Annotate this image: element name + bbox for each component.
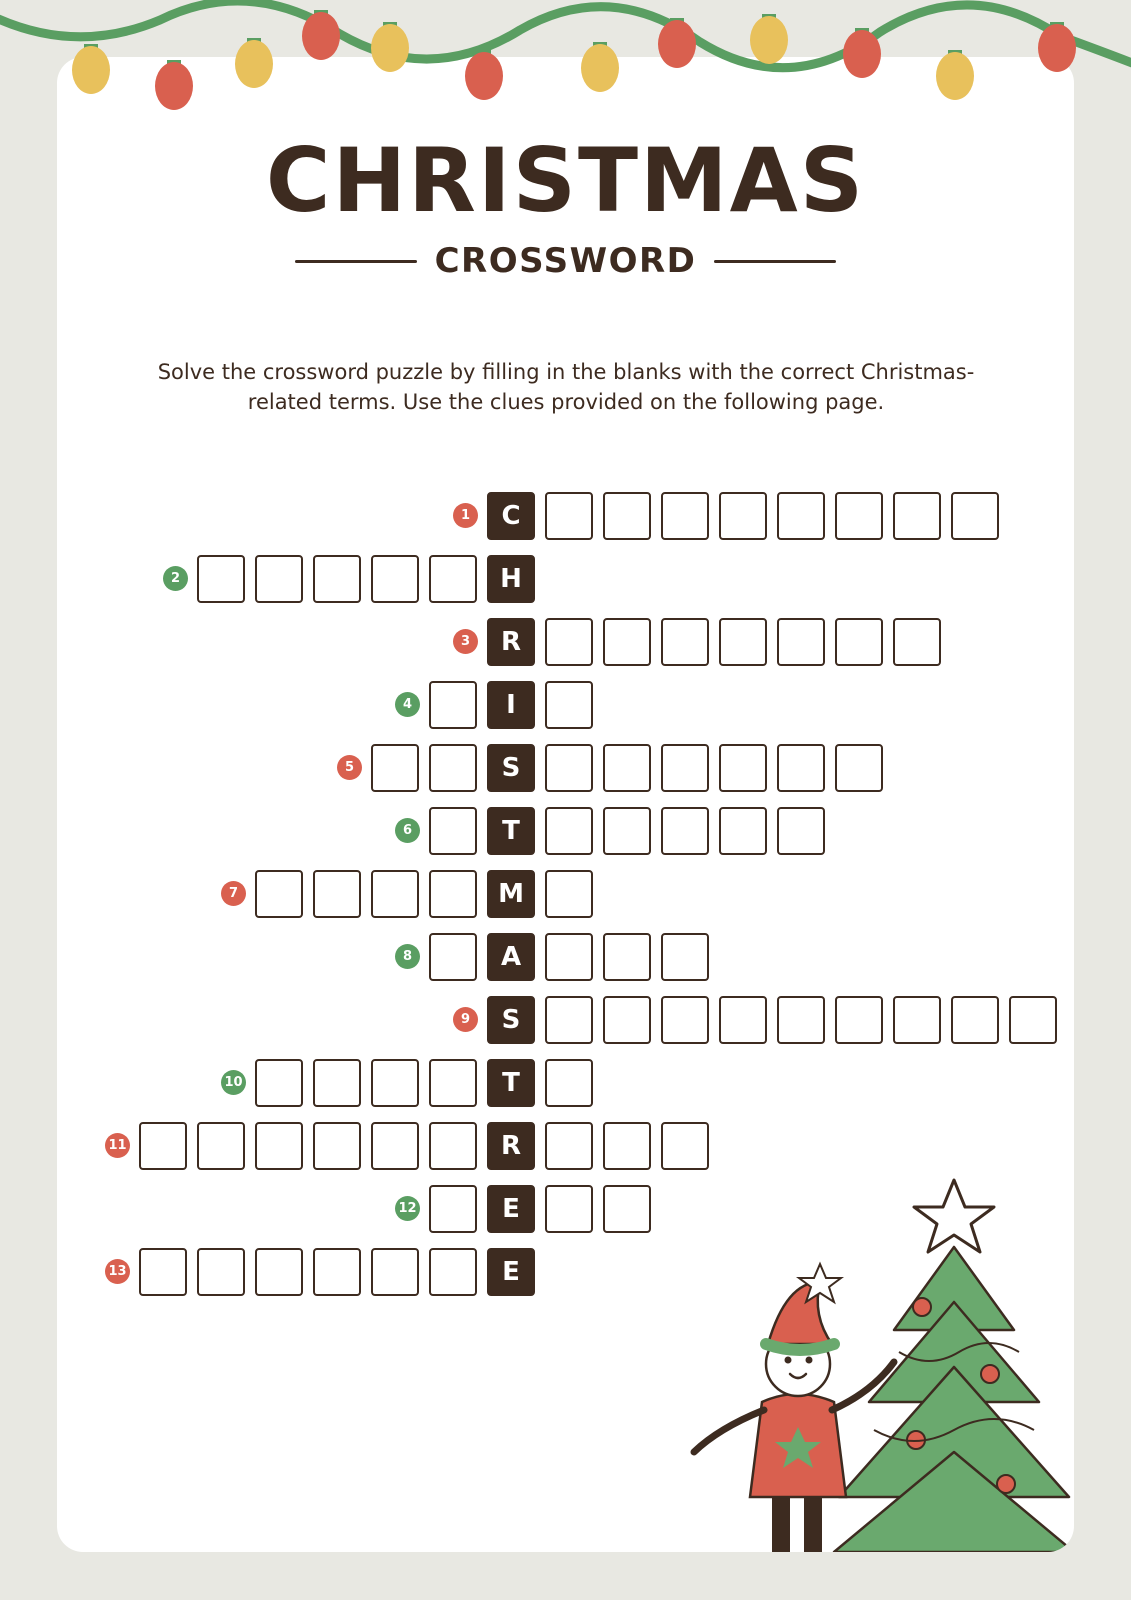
crossword-cell[interactable] — [255, 555, 303, 603]
crossword-cell[interactable] — [371, 744, 419, 792]
crossword-row — [57, 865, 1074, 928]
crossword-cell[interactable] — [429, 555, 477, 603]
crossword-cell[interactable] — [603, 492, 651, 540]
clue-number-badge: 8 — [395, 944, 420, 969]
bauble-icon — [981, 1365, 999, 1383]
crossword-cell[interactable] — [719, 807, 767, 855]
crossword-cell[interactable] — [951, 996, 999, 1044]
crossword-row — [57, 487, 1074, 550]
crossword-cell[interactable] — [197, 1122, 245, 1170]
crossword-cell[interactable] — [197, 1248, 245, 1296]
crossword-cell[interactable] — [139, 1122, 187, 1170]
page-title: CHRISTMAS — [265, 129, 866, 232]
crossword-spine-cell: H — [487, 555, 535, 603]
clue-number-badge: 1 — [453, 503, 478, 528]
crossword-cell[interactable] — [429, 1059, 477, 1107]
crossword-spine-cell: A — [487, 933, 535, 981]
crossword-cell[interactable] — [545, 744, 593, 792]
crossword-cell[interactable] — [835, 744, 883, 792]
subtitle-rule-right — [714, 260, 836, 263]
clue-number-badge: 5 — [337, 755, 362, 780]
clue-number-badge: 3 — [453, 629, 478, 654]
crossword-cell[interactable] — [371, 1122, 419, 1170]
bulb — [302, 10, 340, 60]
crossword-cell[interactable] — [255, 870, 303, 918]
crossword-cell[interactable] — [545, 618, 593, 666]
child-eye-left — [785, 1357, 792, 1364]
crossword-cell[interactable] — [545, 996, 593, 1044]
clue-number-badge: 11 — [105, 1133, 130, 1158]
crossword-cell[interactable] — [893, 996, 941, 1044]
crossword-cell[interactable] — [835, 492, 883, 540]
crossword-cell[interactable] — [719, 996, 767, 1044]
instructions-text: Solve the crossword puzzle by filling in the blanks with the correct Christmas-related terms. Use the clues provided on the following page. — [157, 360, 975, 415]
crossword-cell[interactable] — [603, 744, 651, 792]
crossword-spine-cell: T — [487, 807, 535, 855]
crossword-cell[interactable] — [429, 681, 477, 729]
crossword-cell[interactable] — [371, 555, 419, 603]
child-and-christmas-tree-illustration — [654, 1052, 1074, 1552]
crossword-row — [57, 928, 1074, 991]
crossword-cell[interactable] — [545, 1185, 593, 1233]
child-figure — [694, 1264, 894, 1552]
crossword-cell[interactable] — [719, 744, 767, 792]
crossword-cell[interactable] — [313, 1122, 361, 1170]
crossword-cell[interactable] — [429, 1122, 477, 1170]
bauble-icon — [913, 1298, 931, 1316]
crossword-cell[interactable] — [197, 555, 245, 603]
crossword-cell[interactable] — [429, 1185, 477, 1233]
crossword-cell[interactable] — [893, 492, 941, 540]
crossword-row — [57, 991, 1074, 1054]
worksheet-page — [57, 57, 1074, 1552]
clue-number-badge: 13 — [105, 1259, 130, 1284]
crossword-cell[interactable] — [313, 870, 361, 918]
crossword-cell[interactable] — [603, 996, 651, 1044]
clue-number-badge: 6 — [395, 818, 420, 843]
crossword-cell[interactable] — [545, 681, 593, 729]
crossword-cell[interactable] — [429, 807, 477, 855]
crossword-cell[interactable] — [777, 744, 825, 792]
crossword-cell[interactable] — [603, 807, 651, 855]
crossword-cell[interactable] — [545, 807, 593, 855]
crossword-spine-cell: S — [487, 996, 535, 1044]
crossword-cell[interactable] — [835, 618, 883, 666]
crossword-cell[interactable] — [545, 933, 593, 981]
crossword-spine-cell: M — [487, 870, 535, 918]
crossword-cell[interactable] — [603, 1185, 651, 1233]
crossword-cell[interactable] — [661, 996, 709, 1044]
clue-number-badge: 2 — [163, 566, 188, 591]
crossword-spine-cell: C — [487, 492, 535, 540]
clue-number-badge: 12 — [395, 1196, 420, 1221]
crossword-cell[interactable] — [603, 1122, 651, 1170]
crossword-cell[interactable] — [371, 1248, 419, 1296]
star-icon — [914, 1180, 994, 1252]
crossword-cell[interactable] — [719, 618, 767, 666]
subtitle-rule-left — [295, 260, 417, 263]
crossword-spine-cell: S — [487, 744, 535, 792]
crossword-cell[interactable] — [371, 870, 419, 918]
crossword-cell[interactable] — [661, 744, 709, 792]
crossword-cell[interactable] — [777, 807, 825, 855]
crossword-cell[interactable] — [661, 933, 709, 981]
crossword-row — [57, 739, 1074, 802]
crossword-cell[interactable] — [429, 744, 477, 792]
crossword-cell[interactable] — [429, 1248, 477, 1296]
child-arm-left — [694, 1410, 764, 1452]
crossword-cell[interactable] — [951, 492, 999, 540]
crossword-cell[interactable] — [371, 1059, 419, 1107]
crossword-cell[interactable] — [255, 1059, 303, 1107]
crossword-cell[interactable] — [777, 492, 825, 540]
crossword-cell[interactable] — [255, 1122, 303, 1170]
crossword-cell[interactable] — [255, 1248, 303, 1296]
crossword-cell[interactable] — [661, 807, 709, 855]
crossword-cell[interactable] — [313, 555, 361, 603]
crossword-spine-cell: E — [487, 1248, 535, 1296]
crossword-spine-cell: R — [487, 1122, 535, 1170]
crossword-cell[interactable] — [545, 1122, 593, 1170]
crossword-row — [57, 802, 1074, 865]
crossword-spine-cell: E — [487, 1185, 535, 1233]
crossword-cell[interactable] — [835, 996, 883, 1044]
crossword-row — [57, 613, 1074, 676]
crossword-cell[interactable] — [777, 996, 825, 1044]
crossword-cell[interactable] — [1009, 996, 1057, 1044]
crossword-cell[interactable] — [661, 618, 709, 666]
crossword-cell[interactable] — [429, 870, 477, 918]
crossword-cell[interactable] — [545, 1059, 593, 1107]
crossword-spine-cell: R — [487, 618, 535, 666]
child-eye-right — [806, 1357, 813, 1364]
crossword-cell[interactable] — [661, 492, 709, 540]
crossword-cell[interactable] — [545, 870, 593, 918]
crossword-cell[interactable] — [603, 618, 651, 666]
crossword-cell[interactable] — [313, 1248, 361, 1296]
subtitle-row — [57, 241, 1074, 281]
hat-brim — [766, 1344, 834, 1350]
crossword-spine-cell: T — [487, 1059, 535, 1107]
crossword-cell[interactable] — [313, 1059, 361, 1107]
crossword-cell[interactable] — [545, 492, 593, 540]
page-subtitle: CROSSWORD — [434, 241, 697, 281]
clue-number-badge: 4 — [395, 692, 420, 717]
clue-number-badge: 7 — [221, 881, 246, 906]
crossword-cell[interactable] — [139, 1248, 187, 1296]
crossword-cell[interactable] — [893, 618, 941, 666]
bauble-icon — [997, 1475, 1015, 1493]
crossword-cell[interactable] — [603, 933, 651, 981]
title-block — [57, 129, 1074, 281]
crossword-row — [57, 676, 1074, 739]
crossword-cell[interactable] — [719, 492, 767, 540]
clue-number-badge: 9 — [453, 1007, 478, 1032]
crossword-spine-cell: I — [487, 681, 535, 729]
clue-number-badge: 10 — [221, 1070, 246, 1095]
crossword-cell[interactable] — [429, 933, 477, 981]
crossword-cell[interactable] — [777, 618, 825, 666]
crossword-row — [57, 550, 1074, 613]
